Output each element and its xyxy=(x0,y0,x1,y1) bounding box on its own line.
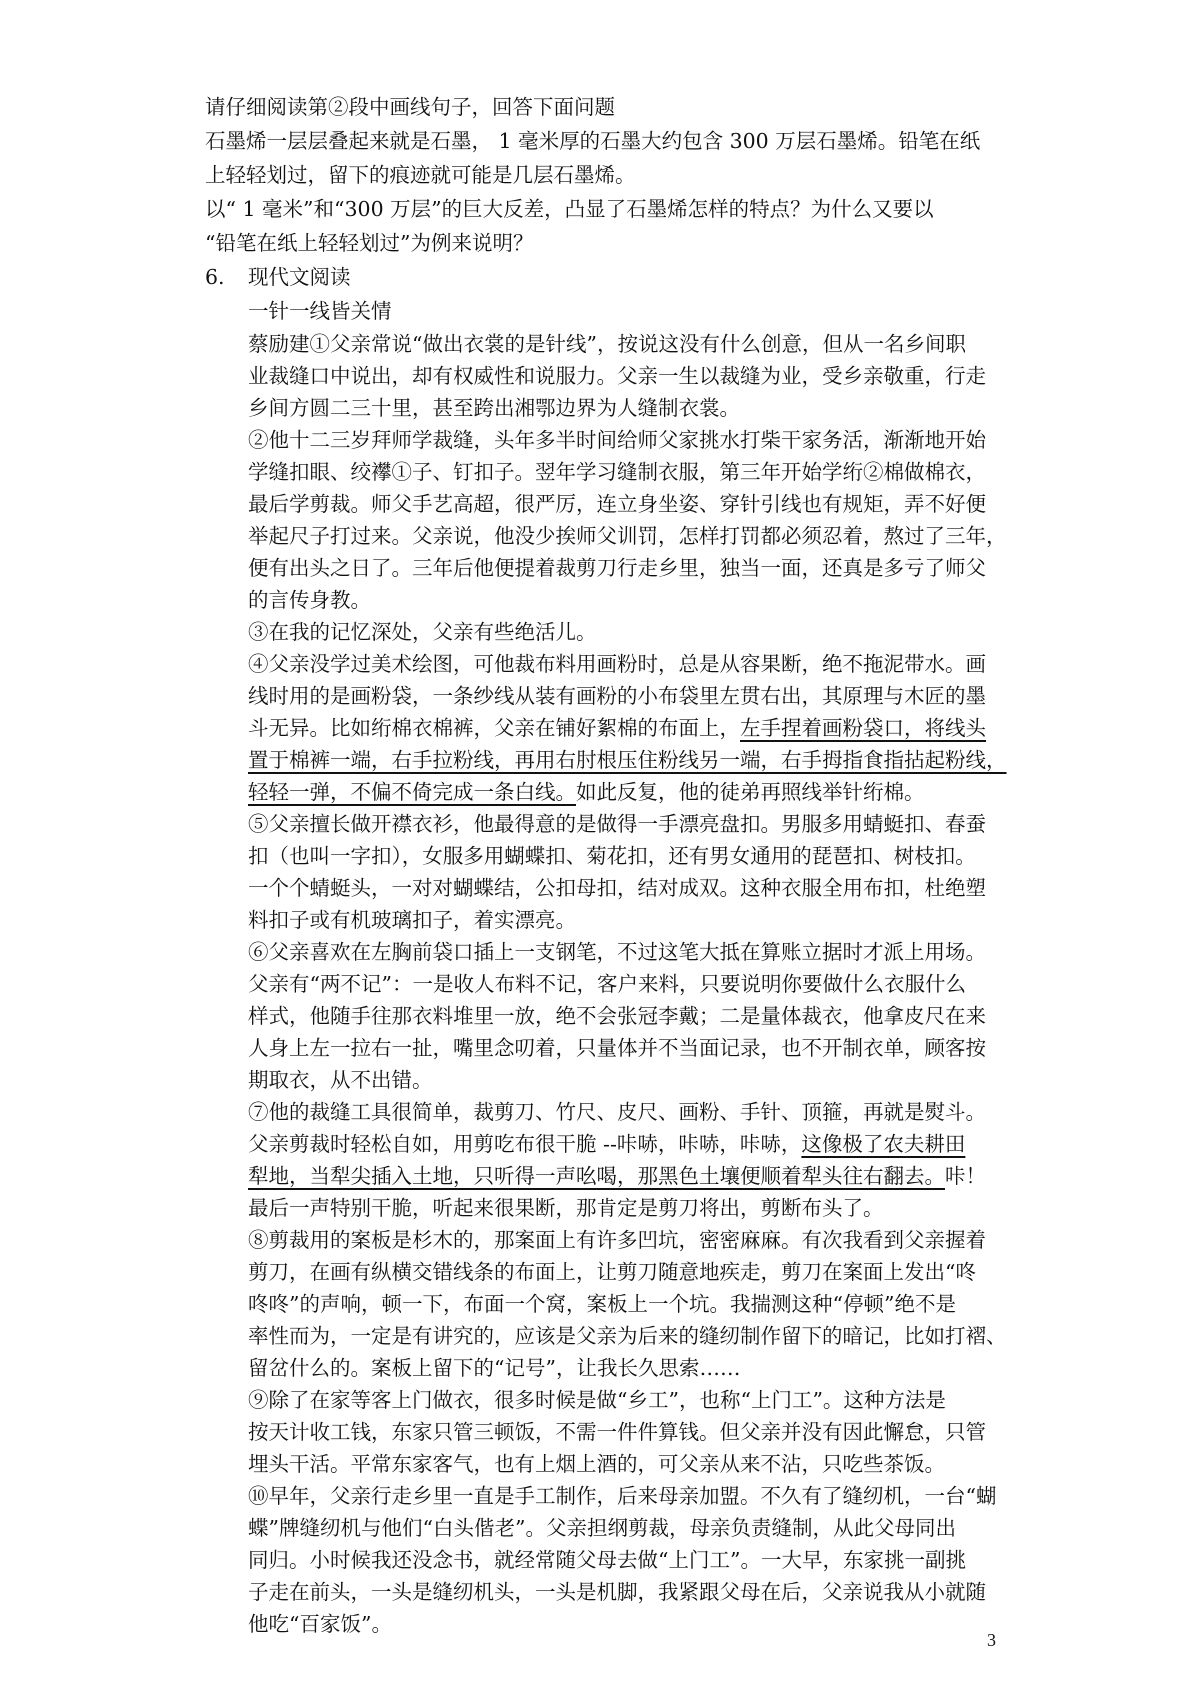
article-line xyxy=(248,712,1018,744)
article-line xyxy=(248,1544,1018,1576)
article-line xyxy=(248,968,1018,1000)
article-text: 如此反复，他的徒弟再照线举针绗棉。 xyxy=(576,780,925,804)
article-line xyxy=(248,1224,1018,1256)
article-line xyxy=(248,328,1018,360)
article-line xyxy=(248,1000,1018,1032)
article-line xyxy=(248,936,1018,968)
article-line xyxy=(248,1128,1018,1160)
underlined-sentence: 置于棉裤一端，右手拉粉线，再用右肘根压住粉线另一端，右手拇指食指拈起粉线， xyxy=(248,748,1007,772)
article-line xyxy=(248,584,1018,616)
article-text: 咔！ xyxy=(945,1164,986,1188)
article-text: 蔡励建①父亲常说“做出衣裳的是针线”，按说这没有什么创意，但从一名乡间职 xyxy=(248,332,966,356)
article-line xyxy=(248,872,1018,904)
article-line xyxy=(248,1448,1018,1480)
article-line xyxy=(248,1512,1018,1544)
article-text: 埋头干活。平常东家客气，也有上烟上酒的，可父亲从来不沾，只吃些茶饭。 xyxy=(248,1452,945,1476)
article-line xyxy=(248,1608,1018,1640)
article-line xyxy=(248,456,1018,488)
article-line xyxy=(248,360,1018,392)
article-line xyxy=(248,904,1018,936)
question-number: 6. xyxy=(205,265,225,289)
article-line xyxy=(248,1256,1018,1288)
article-line xyxy=(248,1384,1018,1416)
article-line xyxy=(248,776,1018,808)
underlined-sentence: 轻轻一弹，不偏不倚完成一条白线。 xyxy=(248,780,576,804)
underlined-sentence: 这像极了农夫耕田 xyxy=(801,1132,966,1156)
article-text: 样式，他随手往那衣料堆里一放，绝不会张冠李戴；二是量体裁衣，他拿皮尺在来 xyxy=(248,1004,986,1028)
article-line xyxy=(248,680,1018,712)
article-text: 咚咚”的声响，顿一下，布面一个窝，案板上一个坑。我揣测这种“停顿”绝不是 xyxy=(248,1292,956,1316)
article-text: 率性而为，一定是有讲究的，应该是父亲为后来的缝纫制作留下的暗记，比如打褶、 xyxy=(248,1324,1007,1348)
question-prompt: 请仔细阅读第②段中画线句子，回答下面问题 xyxy=(205,95,615,119)
article-text: 父亲剪裁时轻松自如，用剪吃布很干脆 --咔哧，咔哧，咔哧， xyxy=(248,1132,802,1156)
article-line xyxy=(248,552,1018,584)
question-6 xyxy=(248,260,1018,1640)
article-text: 最后学剪裁。师父手艺高超，很严厉，连立身坐姿、穿针引线也有规矩，弄不好便 xyxy=(248,492,986,516)
article-title: 一针一线皆关情 xyxy=(248,299,392,323)
article-line xyxy=(248,616,1018,648)
article-text: 线时用的是画粉袋，一条纱线从装有画粉的小布袋里左贯右出，其原理与木匠的墨 xyxy=(248,684,986,708)
article-line xyxy=(248,648,1018,680)
article-line xyxy=(248,488,1018,520)
article-text: 的言传身教。 xyxy=(248,588,371,612)
article-text: 同归。小时候我还没念书，就经常随父母去做“上门工”。一大早，东家挑一副挑 xyxy=(248,1548,966,1572)
article-text: ⑤父亲擅长做开襟衣衫，他最得意的是做得一手漂亮盘扣。男服多用蜻蜓扣、春蚕 xyxy=(248,812,986,836)
article-text: 留岔什么的。案板上留下的“记号”，让我长久思索…… xyxy=(248,1356,741,1380)
article-text: ⑧剪裁用的案板是杉木的，那案面上有许多凹坑，密密麻麻。有次我看到父亲握着 xyxy=(248,1228,986,1252)
question-line: 以“ 1 毫米”和“300 万层”的巨大反差，凸显了石墨烯怎样的特点？为什么又要以 xyxy=(205,197,934,221)
article-text: 人身上左一拉右一扯，嘴里念叨着，只量体并不当面记录，也不开制衣单，顾客按 xyxy=(248,1036,986,1060)
quote-line: 上轻轻划过，留下的痕迹就可能是几层石墨烯。 xyxy=(205,163,636,187)
article-text: ⑨除了在家等客上门做衣，很多时候是做“乡工”，也称“上门工”。这种方法是 xyxy=(248,1388,946,1412)
quote-line: 石墨烯一层层叠起来就是石墨， 1 毫米厚的石墨大约包含 300 万层石墨烯。铅笔在纸 xyxy=(205,129,981,153)
question-line: “铅笔在纸上轻轻划过”为例来说明？ xyxy=(205,231,534,255)
article-line xyxy=(248,1576,1018,1608)
article-text: 举起尺子打过来。父亲说，他没少挨师父训罚，怎样打罚都必须忍着，熬过了三年， xyxy=(248,524,1007,548)
underlined-sentence: 左手捏着画粉袋口，将线头 xyxy=(740,716,986,740)
article-text: 期取衣，从不出错。 xyxy=(248,1068,433,1092)
article-text: ⑦他的裁缝工具很简单，裁剪刀、竹尺、皮尺、画粉、手针、顶箍，再就是熨斗。 xyxy=(248,1100,986,1124)
article-text: 蝶”牌缝纫机与他们“白头偕老”。父亲担纲剪裁，母亲负责缝制，从此父母同出 xyxy=(248,1516,956,1540)
article-text: 他吃“百家饭”。 xyxy=(248,1612,392,1636)
article-text: ④父亲没学过美术绘图，可他裁布料用画粉时，总是从容果断，绝不拖泥带水。画 xyxy=(248,652,986,676)
article-text: 一个个蜻蜓头，一对对蝴蝶结，公扣母扣，结对成双。这种衣服全用布扣，杜绝塑 xyxy=(248,876,986,900)
article-text: ⑥父亲喜欢在左胸前袋口插上一支钢笔，不过这笔大抵在算账立据时才派上用场。 xyxy=(248,940,986,964)
article-line xyxy=(248,1288,1018,1320)
article-text: 斗无异。比如绗棉衣棉裤，父亲在铺好絮棉的布面上， xyxy=(248,716,740,740)
article-text: 料扣子或有机玻璃扣子，着实漂亮。 xyxy=(248,908,576,932)
question-5 xyxy=(205,90,1005,260)
article-text: 学缝扣眼、绞襻①子、钉扣子。翌年学习缝制衣服，第三年开始学绗②棉做棉衣， xyxy=(248,460,986,484)
article-text: ⑩早年，父亲行走乡里一直是手工制作，后来母亲加盟。不久有了缝纫机，一台“蝴 xyxy=(248,1484,997,1508)
page-number: 3 xyxy=(987,1630,996,1650)
article-text: 最后一声特别干脆，听起来很果断，那肯定是剪刀将出，剪断布头了。 xyxy=(248,1196,884,1220)
article-body xyxy=(248,328,1018,1640)
article-line xyxy=(248,392,1018,424)
article-line xyxy=(248,840,1018,872)
article-line xyxy=(248,808,1018,840)
article-text: 扣（也叫一字扣），女服多用蝴蝶扣、菊花扣，还有男女通用的琵琶扣、树枝扣。 xyxy=(248,844,976,868)
article-line xyxy=(248,1352,1018,1384)
article-line xyxy=(248,1032,1018,1064)
article-text: 业裁缝口中说出，却有权威性和说服力。父亲一生以裁缝为业，受乡亲敬重，行走 xyxy=(248,364,986,388)
article-line xyxy=(248,1480,1018,1512)
article-line xyxy=(248,424,1018,456)
article-line xyxy=(248,1416,1018,1448)
article-text: ②他十二三岁拜师学裁缝，头年多半时间给师父家挑水打柴干家务活，渐渐地开始 xyxy=(248,428,986,452)
article-line xyxy=(248,1160,1018,1192)
section-heading: 现代文阅读 xyxy=(248,265,351,289)
article-text: 子走在前头，一头是缝纫机头，一头是机脚，我紧跟父母在后，父亲说我从小就随 xyxy=(248,1580,986,1604)
article-text: 乡间方圆二三十里，甚至跨出湘鄂边界为人缝制衣裳。 xyxy=(248,396,740,420)
article-line xyxy=(248,744,1018,776)
article-text: 剪刀，在画有纵横交错线条的布面上，让剪刀随意地疾走，剪刀在案面上发出“咚 xyxy=(248,1260,976,1284)
article-text: 按天计收工钱，东家只管三顿饭，不需一件件算钱。但父亲并没有因此懈怠，只管 xyxy=(248,1420,986,1444)
article-text: 父亲有“两不记”：一是收人布料不记，客户来料，只要说明你要做什么衣服什么 xyxy=(248,972,966,996)
underlined-sentence: 犁地，当犁尖插入土地，只听得一声吆喝，那黑色土壤便顺着犁头往右翻去。 xyxy=(248,1164,945,1188)
article-line xyxy=(248,1064,1018,1096)
article-line xyxy=(248,1192,1018,1224)
article-text: ③在我的记忆深处，父亲有些绝活儿。 xyxy=(248,620,597,644)
article-text: 便有出头之日了。三年后他便提着裁剪刀行走乡里，独当一面，还真是多亏了师父 xyxy=(248,556,986,580)
article-line xyxy=(248,1320,1018,1352)
article-line xyxy=(248,520,1018,552)
article-line xyxy=(248,1096,1018,1128)
